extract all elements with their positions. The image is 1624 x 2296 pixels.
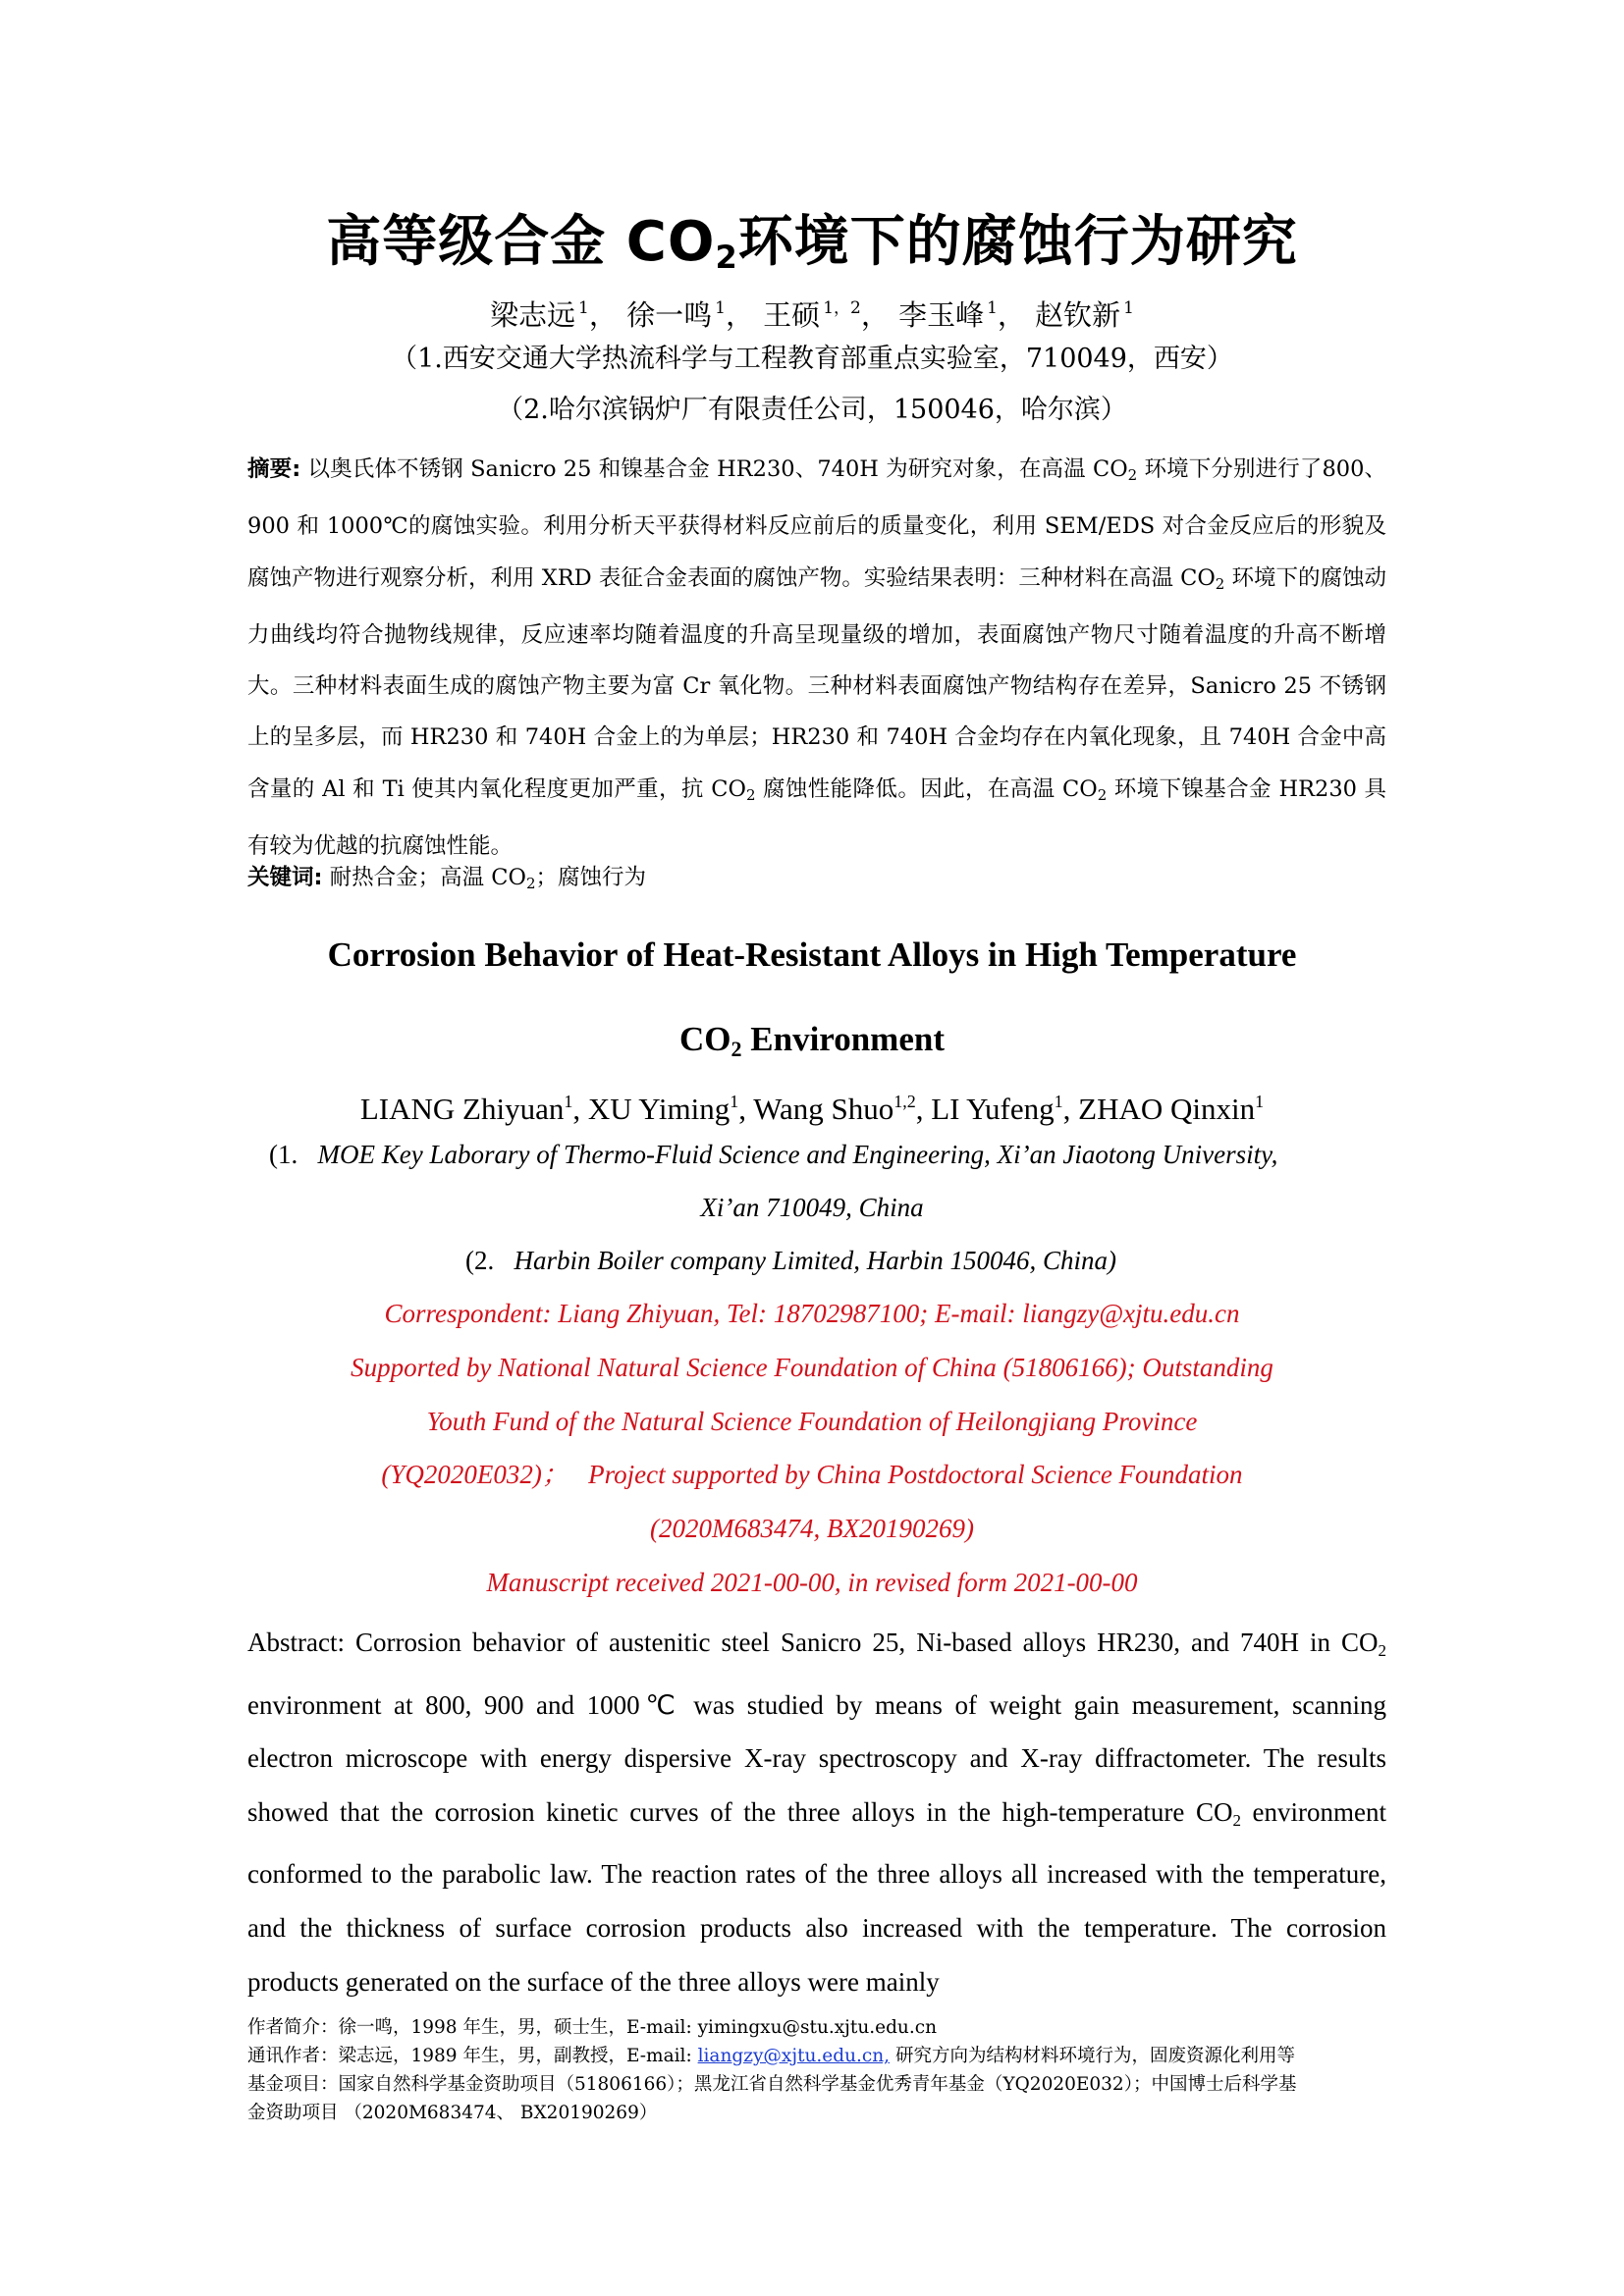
author-cn: 徐一鸣 $^1$， (626, 298, 754, 332)
footnote-author-bio: 作者简介：徐一鸣，1998 年生，男，硕士生，E-mail: yimingxu@stu.xjtu.edu.cn (247, 2017, 937, 2038)
affiliation-cn-1: （1.西安交通大学热流科学与工程教育部重点实验室，710049，西安） (391, 344, 1233, 374)
affiliation-en-1-city: Xi’an 710049, China (700, 1193, 924, 1222)
keywords-cn-label: 关键词: (247, 865, 323, 890)
author-cn: 梁志远 $^1$， (490, 298, 618, 332)
author-en: LI Yufeng$^1$, (931, 1092, 1079, 1126)
funding-note-3: (YQ2020E032)； Project supported by China Postdoctoral Science Foundation (381, 1460, 1243, 1489)
author-en: ZHAO Qinxin$^1$ (1078, 1092, 1265, 1126)
keywords-cn: 关键词: 耐热合金；高温 $CO_2$；腐蚀行为 (247, 865, 647, 892)
authors-cn (0, 289, 1624, 335)
abstract-cn-label: 摘要: (247, 456, 301, 482)
funding-note-2: Youth Fund of the Natural Science Foundation of Heilongjiang Province (426, 1407, 1198, 1436)
author-en: Wang Shuo$^{1,2}$, (753, 1092, 932, 1126)
abstract-en: Abstract: Corrosion behavior of austenitic steel Sanicro 25, Ni-based alloys HR230, and 740H in $CO_2$ environment at 800, 900 and 1000℃ was studied by means of weight gain measurement, scanning electron microscope with energy dispersive X-ray spectroscopy and X-ray diffractometer. The results showed that the corrosion kinetic curves of the three alloys in the high-temperature $CO_2$ environment conformed to the parabolic law. The reaction rates of the three alloys all increased with the temperature, and the thickness of surface corrosion products also increased with the temperature. The corrosion products generated on the surface of the three alloys were mainly (247, 1628, 1387, 1997)
funding-note-4: (2020M683474, BX20190269) (650, 1514, 974, 1543)
affiliation-en-1: (1. MOE Key Laborary of Thermo-Fluid Science and Engineering, Xi’an Jiaotong University, (269, 1140, 1278, 1169)
author-cn: 李玉峰 $^1$， (898, 298, 1026, 332)
author-en: XU Yiming$^1$, (587, 1092, 754, 1126)
footnote-corresponding: 通讯作者：梁志远，1989 年生，男，副教授，E-mail: liangzy@xjtu.edu.cn, 研究方向为结构材料环境行为，固废资源化利用等 (247, 2046, 1295, 2066)
affiliation-cn-2: （2.哈尔滨锅炉厂有限责任公司，150046，哈尔滨） (497, 395, 1127, 425)
corresponding-email-link[interactable]: liangzy@xjtu.edu.cn, (697, 2046, 891, 2066)
footnote-funding-1: 基金项目：国家自然科学基金资助项目（51806166）；黑龙江省自然科学基金优秀青年基金（YQ2020E032）；中国博士后科学基 (247, 2074, 1297, 2095)
author-cn: 王硕 $^{1,2}$， (763, 298, 890, 332)
authors-en (0, 1078, 1624, 1133)
footnote-funding-2: 金资助项目 （2020M683474、 BX20190269） (247, 2103, 658, 2123)
manuscript-received: Manuscript received 2021-00-00, in revised form 2021-00-00 (486, 1568, 1138, 1597)
author-cn: 赵钦新 $^1$ (1035, 298, 1134, 332)
funding-note-1: Supported by National Natural Science Foundation of China (51806166); Outstanding (351, 1353, 1273, 1382)
affiliation-en-2: (2. Harbin Boiler company Limited, Harbin 150046, China) (465, 1246, 1116, 1275)
title-en: Corrosion Behavior of Heat-Resistant Alloys in High Temperature $CO_2$ Environment (327, 935, 1297, 1061)
correspondent-note: Correspondent: Liang Zhiyuan, Tel: 18702987100; E-mail: liangzy@xjtu.edu.cn (384, 1299, 1240, 1328)
author-en: LIANG Zhiyuan$^1$, (359, 1092, 588, 1126)
title-cn: 高等级合金 $CO_2$环境下的腐蚀行为研究 (326, 210, 1298, 276)
abstract-cn: 摘要: 以奥氏体不锈钢 Sanicro 25 和镍基合金 HR230、740H 为研究对象，在高温 $CO_2$ 环境下分别进行了800、900 和 1000℃的腐蚀实验。利用分析天平获得材料反应前后的质量变化，利用 SEM/EDS 对合金反应后的形貌及腐蚀产物进行观察分析，利用 XRD 表征合金表面的腐蚀产物。实验结果表明：三种材料在高温 $CO_2$ 环境下的腐蚀动力曲线均符合抛物线规律，反应速率均随着温度的升高呈现量级的增加，表面腐蚀产物尺寸随着温度的升高不断增大。三种材料表面生成的腐蚀产物主要为富 Cr 氧化物。三种材料表面腐蚀产物结构存在差异，Sanicro 25 不锈钢上的呈多层，而 HR230 和 740H 合金上的为单层；HR230 和 740H 合金均存在内氧化现象，且 740H 合金中高含量的 Al 和 Ti 使其内氧化程度更加严重，抗 $CO_2$ 腐蚀性能降低。因此，在高温 $CO_2$ 环境下镍基合金 HR230 具有较为优越的抗腐蚀性能。 (247, 456, 1387, 860)
